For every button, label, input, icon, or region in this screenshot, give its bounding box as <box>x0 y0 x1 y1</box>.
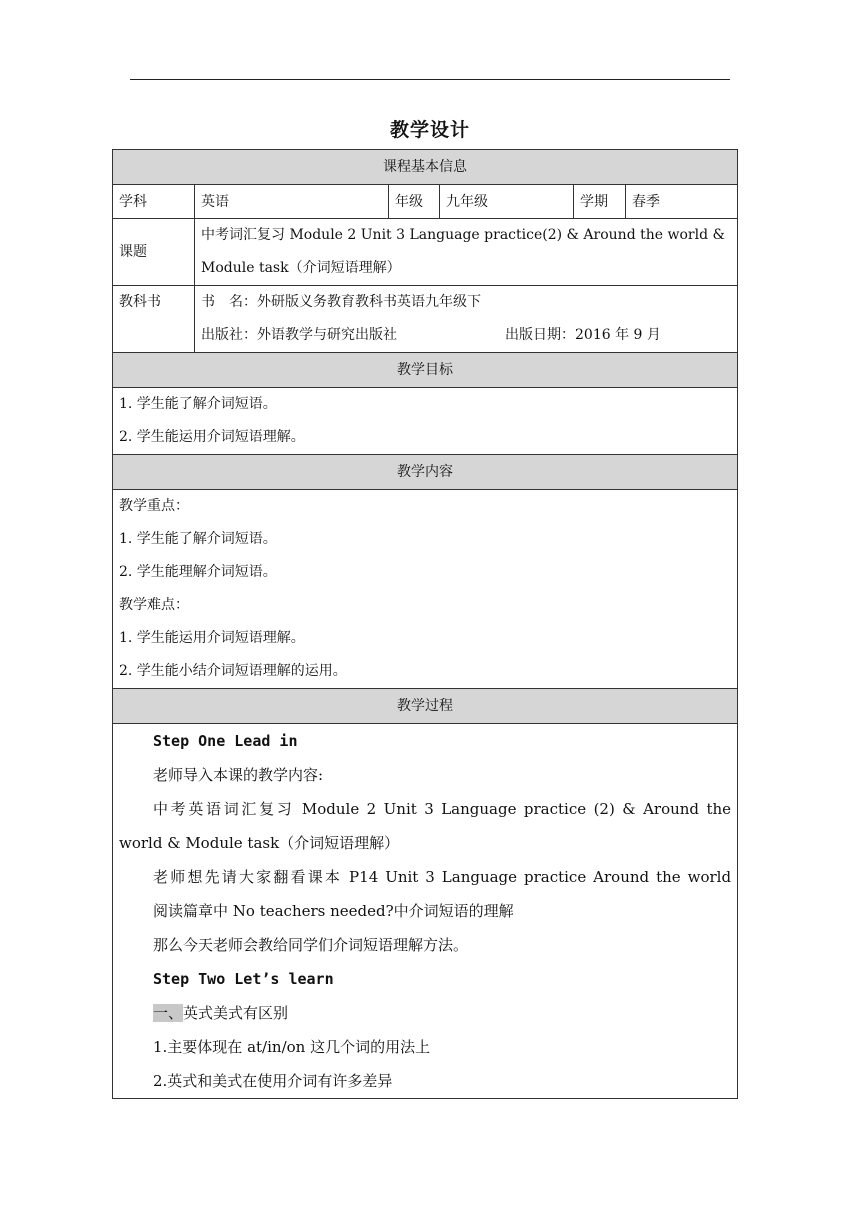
point-two: 2.英式和美式在使用介词有许多差异 <box>153 1072 393 1090</box>
key-points-label: 教学重点： <box>119 498 189 514</box>
section-one-heading <box>119 996 731 1030</box>
difficult-points-label: 教学难点： <box>119 597 189 613</box>
section-header-process: 教学过程 <box>113 689 738 724</box>
topic-text-line-1: 中考英语词汇复习 Module 2 Unit 3 Language practice (2) & Around the <box>153 800 732 818</box>
topic-line-1: 中考词汇复习 Module 2 Unit 3 Language practice(2) & Around the world & <box>201 227 725 243</box>
term-label: 学期 <box>574 185 626 219</box>
textbook-label: 教科书 <box>113 286 195 353</box>
reading-text-line-1: 老师想先请大家翻看课本 P14 Unit 3 Language practice Around the world <box>153 868 732 886</box>
intro-text: 老师导入本课的教学内容: <box>153 766 324 784</box>
key-point-item: 2. 学生能理解介词短语。 <box>119 564 277 580</box>
page-title: 教学设计 <box>389 119 470 141</box>
step-two-title: Step Two Let’s learn <box>153 970 334 988</box>
term-value: 春季 <box>626 185 738 219</box>
difficult-point-item: 2. 学生能小结介词短语理解的运用。 <box>119 663 347 679</box>
section-header-content: 教学内容 <box>113 455 738 490</box>
section-one-marker: 一、 <box>153 1004 184 1022</box>
difficult-point-item: 1. 学生能运用介词短语理解。 <box>119 630 305 646</box>
point-one: 1.主要体现在 at/in/on 这几个词的用法上 <box>153 1038 431 1056</box>
publication-date: 出版日期：2016 年 9 月 <box>505 327 661 343</box>
publisher-line <box>201 319 731 352</box>
process-body <box>113 724 738 1099</box>
grade-value: 九年级 <box>440 185 574 219</box>
header-rule <box>130 79 730 80</box>
goals-list <box>113 388 738 455</box>
section-one-text: 英式美式有区别 <box>183 1004 289 1022</box>
key-point-item: 1. 学生能了解介词短语。 <box>119 531 277 547</box>
textbook-value <box>195 286 738 353</box>
content-list <box>113 490 738 689</box>
topic-label: 课题 <box>113 219 195 286</box>
reading-text-line-2: 阅读篇章中 No teachers needed?中介词短语的理解 <box>153 902 514 920</box>
section-header-goals: 教学目标 <box>113 353 738 388</box>
lesson-plan-table <box>112 149 738 1099</box>
step-one-title: Step One Lead in <box>153 732 298 750</box>
grade-label: 年级 <box>389 185 440 219</box>
subject-value: 英语 <box>195 185 389 219</box>
goal-item: 1. 学生能了解介词短语。 <box>119 396 277 412</box>
topic-value <box>195 219 738 286</box>
section-header-basic-info: 课程基本信息 <box>113 150 738 185</box>
topic-text-line-2: world & Module task（介词短语理解） <box>119 834 400 852</box>
subject-label: 学科 <box>113 185 195 219</box>
topic-line-2: Module task（介词短语理解） <box>201 260 401 276</box>
book-name: 书 名：外研版义务教育教科书英语九年级下 <box>201 294 481 310</box>
goal-item: 2. 学生能运用介词短语理解。 <box>119 429 305 445</box>
method-text: 那么今天老师会教给同学们介词短语理解方法。 <box>153 936 469 954</box>
publisher: 出版社：外语教学与研究出版社 <box>201 327 397 343</box>
